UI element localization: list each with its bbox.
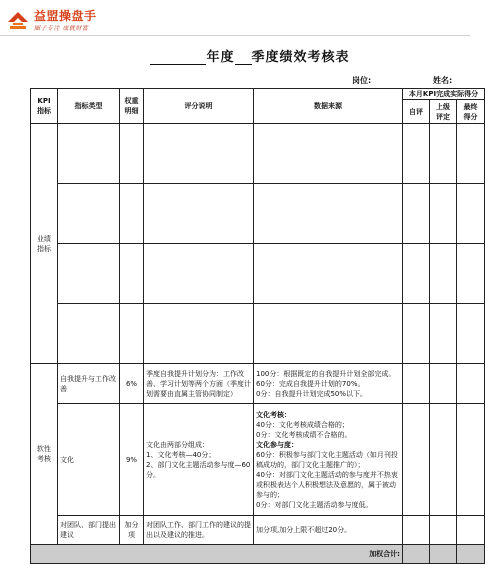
perf-row (31, 124, 485, 184)
total-row (31, 545, 485, 564)
perf-superior-cell[interactable] (430, 184, 457, 244)
soft-superior-cell[interactable] (430, 404, 457, 516)
perf-desc-cell[interactable] (144, 244, 254, 304)
perf-type-cell[interactable] (58, 184, 120, 244)
perf-superior-cell[interactable] (430, 124, 457, 184)
soft-desc-cell: 季度自我提升计划分为：工作改善、学习计划等两个方面（季度计划需要由直属主管协同制定） (144, 364, 254, 404)
header-kpi: KPI 指标 (31, 89, 58, 124)
perf-superior-cell[interactable] (430, 304, 457, 364)
perf-row (31, 244, 485, 304)
soft-type-cell: 文化 (58, 404, 120, 516)
soft-source-cell: 加分项,加分上限不超过20分。 (254, 516, 403, 545)
culture-exam-title: 文化考核： (256, 410, 291, 419)
perf-self-cell[interactable] (403, 244, 430, 304)
header-score-group: 本月KPI完成实际得分 (403, 89, 485, 100)
perf-self-cell[interactable] (403, 184, 430, 244)
soft-source-cell (254, 404, 403, 516)
culture-participation-body: 60分：积极参与部门文化主题活动（如月刊投稿成功的，部门文化主题推广的）； 40分：对部门文化主题活动的参与度并不热衷或积极表达个人积极想法及意愿的，属于被动参与的； 0分：对部门文化主题活动参与度低。 (256, 450, 398, 509)
header-weight: 权重 明细 (120, 89, 144, 124)
soft-final-cell[interactable] (457, 516, 485, 545)
soft-self-cell[interactable] (403, 516, 430, 545)
perf-category-cell: 业绩 指标 (31, 124, 58, 364)
perf-final-cell[interactable] (457, 304, 485, 364)
perf-source-cell[interactable] (254, 304, 403, 364)
title-quarter-suffix: 季度绩效考核表 (251, 50, 350, 65)
perf-row (31, 304, 485, 364)
soft-superior-cell[interactable] (430, 516, 457, 545)
year-blank (150, 52, 206, 65)
total-self-cell[interactable] (403, 545, 430, 564)
soft-row-improvement (31, 364, 485, 404)
soft-self-cell[interactable] (403, 404, 430, 516)
header-divider (0, 35, 470, 36)
perf-source-cell[interactable] (254, 244, 403, 304)
perf-final-cell[interactable] (457, 124, 485, 184)
name-label: 姓名: (433, 76, 453, 85)
kpi-table (30, 88, 485, 564)
soft-weight-cell: 9% (120, 404, 144, 516)
brand-slogan: 圈子专注 成就财富 (34, 25, 89, 32)
soft-superior-cell[interactable] (430, 364, 457, 404)
soft-desc-cell: 文化由两部分组成： 1、文化考核—40分； 2、部门文化主题活动参与度—60分。 (144, 404, 254, 516)
brand-name: 益盟操盘手 (34, 9, 97, 23)
perf-row (31, 184, 485, 244)
perf-weight-cell[interactable] (120, 244, 144, 304)
perf-final-cell[interactable] (457, 244, 485, 304)
soft-weight-cell: 6% (120, 364, 144, 404)
quarter-blank (235, 52, 252, 65)
total-final-cell[interactable] (457, 545, 485, 564)
perf-source-cell[interactable] (254, 124, 403, 184)
soft-type-cell: 对团队、部门提出建议 (58, 516, 120, 545)
header-desc: 评分说明 (144, 89, 254, 124)
post-label: 岗位: (352, 76, 372, 85)
soft-weight-cell: 加分项 (120, 516, 144, 545)
perf-source-cell[interactable] (254, 184, 403, 244)
title-year-suffix: 年度 (206, 50, 235, 65)
soft-desc-cell: 对团队工作、部门工作的建议的提出以及建议的推进。 (144, 516, 254, 545)
perf-desc-cell[interactable] (144, 304, 254, 364)
soft-row-culture (31, 404, 485, 516)
culture-exam-body: 40分：文化考核成绩合格的； 0分：文化考核成绩不合格的。 (256, 420, 352, 439)
perf-desc-cell[interactable] (144, 184, 254, 244)
company-logo (6, 6, 146, 36)
soft-self-cell[interactable] (403, 364, 430, 404)
perf-desc-cell[interactable] (144, 124, 254, 184)
soft-category-cell: 软性 考核 (31, 364, 58, 545)
header-self: 自评 (403, 100, 430, 124)
document-title (0, 46, 500, 65)
perf-superior-cell[interactable] (430, 244, 457, 304)
perf-weight-cell[interactable] (120, 124, 144, 184)
header-final: 最终 得分 (457, 100, 485, 124)
soft-final-cell[interactable] (457, 404, 485, 516)
perf-type-cell[interactable] (58, 244, 120, 304)
header-type: 指标类型 (58, 89, 120, 124)
perf-weight-cell[interactable] (120, 304, 144, 364)
logo-mark-icon (6, 8, 30, 30)
soft-type-cell: 自我提升与工作改善 (58, 364, 120, 404)
perf-type-cell[interactable] (58, 124, 120, 184)
total-superior-cell[interactable] (430, 545, 457, 564)
header-source: 数据来源 (254, 89, 403, 124)
total-label: 加权合计: (31, 545, 403, 564)
soft-row-suggestion (31, 516, 485, 545)
perf-weight-cell[interactable] (120, 184, 144, 244)
soft-final-cell[interactable] (457, 364, 485, 404)
perf-type-cell[interactable] (58, 304, 120, 364)
perf-self-cell[interactable] (403, 124, 430, 184)
soft-source-cell: 100分：根据既定的自我提升计划全部完成。 60分：完成自我提升计划的70%。 0分：自我提升计划完成50%以下。 (254, 364, 403, 404)
culture-participation-title: 文化参与度： (256, 440, 298, 449)
header-superior: 上级 评定 (430, 100, 457, 124)
perf-self-cell[interactable] (403, 304, 430, 364)
perf-final-cell[interactable] (457, 184, 485, 244)
